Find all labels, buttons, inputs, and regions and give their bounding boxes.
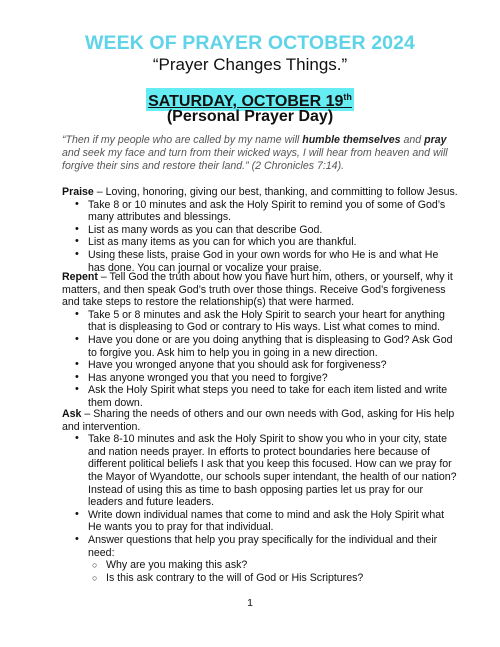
list-item: • Have you done or are you doing anything that is displeasing to God? Ask God to forgive you. Ask him to help you in going in a new direction.	[62, 334, 458, 359]
page-number: 1	[247, 597, 253, 609]
repent-intro-text: – Tell God the truth about how you have hurt him, others, or yourself, why it matters, and then speak God’s truth over those things. Receive God’s forgiveness and take steps to restore the relationship(s) that were harmed.	[62, 271, 453, 309]
list-item: • Has anyone wronged you that you need to forgive?	[62, 372, 458, 385]
list-item: • Write down individual names that come to mind and ask the Holy Spirit what He wants you to pray for that individual.	[62, 509, 458, 534]
list-item: • Take 5 or 8 minutes and ask the Holy Spirit to search your heart for anything that is displeasing to God or contrary to His ways. List what comes to mind.	[62, 309, 458, 334]
list-item	[62, 534, 458, 584]
ask-list	[62, 433, 458, 584]
list-item: • Ask the Holy Spirit what steps you need to take for each item listed and write them down.	[62, 384, 458, 409]
repent-section	[62, 271, 458, 410]
ask-intro	[62, 408, 458, 433]
quote-part: “Then if my people who are called by my name will	[62, 134, 303, 146]
quote-emphasis: pray	[424, 134, 447, 146]
praise-intro	[62, 186, 458, 199]
list-item-text: Answer questions that help you pray specifically for the individual and their need:	[88, 533, 438, 559]
repent-list	[62, 309, 458, 410]
page-subtitle: “Prayer Changes Things.”	[152, 55, 348, 74]
list-item: • Have you wronged anyone that you should ask for forgiveness?	[62, 359, 458, 372]
sub-list-item: ○ Why are you making this ask?	[62, 559, 458, 572]
sub-list-item: ○ Is this ask contrary to the will of God or His Scriptures?	[62, 572, 458, 585]
ask-label: Ask	[62, 408, 82, 420]
scripture-quote	[62, 134, 452, 172]
list-item: • List as many items as you can for which you are thankful.	[62, 236, 458, 249]
praise-label: Praise	[62, 186, 94, 198]
quote-emphasis: humble themselves	[302, 134, 401, 146]
quote-part: and seek my face and turn from their wicked ways, I will hear from heaven and will forgive their sins and restore their land.” (2 Chronicles 7:14).	[62, 146, 448, 172]
list-item: • List as many words as you can that describe God.	[62, 224, 458, 237]
day-suffix: th	[343, 92, 352, 102]
list-item: • Take 8 or 10 minutes and ask the Holy Spirit to remind you of some of God’s many attributes and blessings.	[62, 199, 458, 224]
ask-sublist	[62, 559, 458, 584]
ask-intro-text: – Sharing the needs of others and our own needs with God, asking for His help and intervention.	[62, 408, 455, 433]
praise-list	[62, 199, 458, 275]
page-title: WEEK OF PRAYER OCTOBER 2024	[85, 32, 415, 54]
list-item: • Take 8-10 minutes and ask the Holy Spirit to show you who in your city, state and nation needs prayer. In efforts to protect boundaries here because of different political beliefs I ask that you keep this focused. How can we pray for the Mayor of Wyandotte, our schools super intendant, the health of our nation? Instead of using this as time to bash opposing parties let us pray for our leaders and future leaders.	[62, 433, 458, 509]
day-subtitle: (Personal Prayer Day)	[166, 108, 334, 125]
praise-section	[62, 186, 458, 274]
list-item: • Using these lists, praise God in your own words for who He is and what He has done. You can journal or vocalize your praise.	[62, 249, 458, 274]
day-text: SATURDAY, OCTOBER 19	[148, 93, 344, 110]
repent-label: Repent	[62, 271, 98, 283]
quote-part: and	[400, 134, 425, 146]
praise-intro-text: – Loving, honoring, giving our best, thanking, and committing to follow Jesus.	[93, 186, 458, 198]
ask-section	[62, 408, 458, 584]
repent-intro	[62, 271, 458, 309]
